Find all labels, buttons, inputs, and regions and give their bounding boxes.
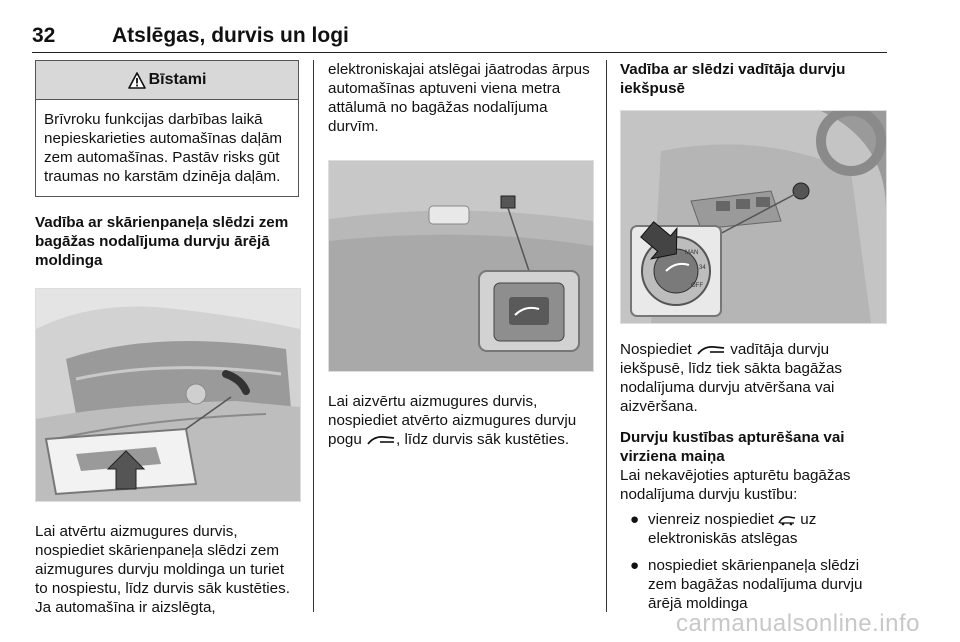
- list-item: ● nospiediet skārienpaneļa slēdzi zem bagāžas nodalījuma durvju ārējā moldinga: [630, 557, 863, 612]
- bullet-mark: ●: [630, 511, 640, 528]
- column-1: [35, 60, 299, 617]
- section-heading-driver-door-switch: Vadība ar slēdzi vadītāja durvju iekšpusē: [620, 61, 846, 97]
- remote-tailgate-icon: [778, 514, 796, 526]
- column-2: [328, 60, 592, 449]
- tailgate-close-button-illustration: [328, 160, 594, 372]
- tailgate-touchpad-illustration: [35, 288, 301, 502]
- paragraph-close-tailgate: Lai aizvērtu aizmugures durvis, nospiediet atvērto aizmugures durvju pogu , līdz durvis sāk kustēties.: [328, 393, 577, 448]
- dial-label-off: OFF: [691, 283, 703, 289]
- stop-methods-list: [620, 510, 885, 613]
- chapter-title: Atslēgas, durvis un logi: [112, 24, 349, 47]
- paragraph-stop-movement: Lai nekavējoties apturētu bagāžas nodalījuma durvju kustību:: [620, 467, 851, 503]
- section-heading-stop-reverse: Durvju kustības apturēšana vai virziena maiņa: [620, 429, 845, 465]
- paragraph-open-tailgate: Lai atvērtu aizmugures durvis, nospiediet skārienpaneļa slēdzi zem aizmugures durvju moldinga un turiet to nospiestu, līdz durvis sāk kustēties. Ja automašīna ir aizslēgta,: [35, 523, 290, 616]
- tailgate-button-icon: [696, 344, 726, 356]
- paragraph-key-distance: elektroniskajai atslēgai jāatrodas ārpus automašīnas aptuveni viena metra attālumā no bagāžas nodalījuma durvīm.: [328, 61, 590, 135]
- dial-label-on: 34: [699, 265, 706, 271]
- watermark: carmanualsonline.info: [676, 610, 920, 637]
- driver-door-switch-illustration: [620, 110, 887, 324]
- danger-box-text: Brīvroku funkcijas darbības laikā nepieskarieties automašīnas daļām zem automašīnas. Pastāv risks gūt traumas no karstām dzinēja daļām.: [44, 111, 283, 185]
- column-divider: [313, 60, 314, 612]
- paragraph-driver-door-switch: Nospiediet vadītāja durvju iekšpusē, līdz tiek sākta bagāžas nodalījuma durvju atvēršana vai aizvēršana.: [620, 341, 843, 415]
- column-divider: [606, 60, 607, 612]
- warning-triangle-icon: [128, 72, 146, 89]
- list-item: ● vienreiz nospiediet uz elektroniskās atslēgas: [630, 511, 817, 547]
- danger-box: [35, 60, 299, 197]
- danger-box-header: [36, 61, 298, 100]
- column-3: [620, 60, 885, 621]
- bullet-mark: ●: [630, 557, 640, 574]
- tailgate-button-icon: [366, 434, 396, 446]
- danger-box-title: Bīstami: [148, 71, 207, 88]
- section-heading-touchpad: Vadība ar skārienpaneļa slēdzi zem bagāžas nodalījuma durvju ārējā moldinga: [35, 214, 289, 269]
- dial-label-man: MAN: [685, 250, 699, 256]
- page-header: [32, 18, 887, 53]
- page-number: 32: [32, 24, 56, 47]
